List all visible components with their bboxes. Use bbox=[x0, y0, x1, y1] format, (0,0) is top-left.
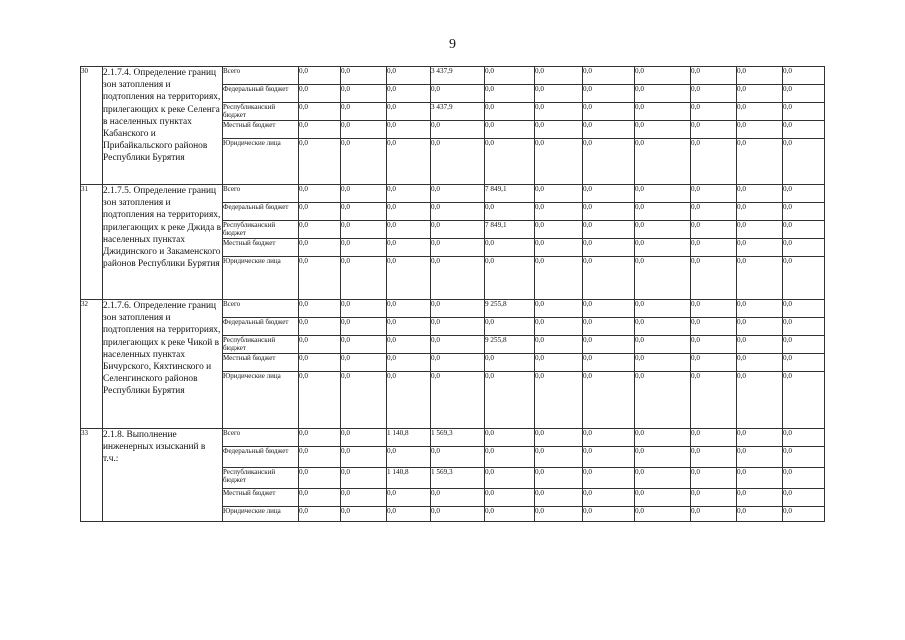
value-cell: 9 255,8 bbox=[485, 300, 535, 318]
value-cell: 0,0 bbox=[691, 203, 737, 221]
budget-table bbox=[80, 66, 825, 522]
value-cell: 0,0 bbox=[387, 221, 431, 239]
value-cell: 0,0 bbox=[535, 139, 583, 185]
value-cell: 0,0 bbox=[635, 239, 691, 257]
funding-source-local: Местный бюджет bbox=[223, 239, 299, 257]
value-cell: 0,0 bbox=[583, 336, 635, 354]
value-cell: 0,0 bbox=[535, 489, 583, 507]
value-cell: 0,0 bbox=[387, 121, 431, 139]
value-cell: 0,0 bbox=[583, 372, 635, 429]
value-cell: 0,0 bbox=[737, 489, 783, 507]
value-cell: 0,0 bbox=[535, 185, 583, 203]
value-cell: 0,0 bbox=[535, 67, 583, 85]
value-cell: 0,0 bbox=[783, 257, 825, 300]
value-cell: 0,0 bbox=[535, 121, 583, 139]
value-cell: 0,0 bbox=[341, 489, 387, 507]
value-cell: 0,0 bbox=[387, 185, 431, 203]
value-cell: 0,0 bbox=[583, 354, 635, 372]
funding-source-total: Всего bbox=[223, 185, 299, 203]
value-cell: 0,0 bbox=[431, 121, 485, 139]
value-cell: 0,0 bbox=[583, 203, 635, 221]
table-row bbox=[81, 300, 825, 318]
value-cell: 0,0 bbox=[583, 447, 635, 468]
value-cell: 0,0 bbox=[431, 85, 485, 103]
value-cell: 0,0 bbox=[341, 468, 387, 489]
measure-title: 2.1.7.5. Определение границ зон затопления и подтопления на территориях, прилегающих к реке Джида в населенных пунктах Джидинского и Закаменского районов Республики Бурятия bbox=[103, 185, 223, 300]
value-cell: 0,0 bbox=[431, 239, 485, 257]
value-cell: 0,0 bbox=[635, 489, 691, 507]
value-cell: 0,0 bbox=[783, 85, 825, 103]
page-number: 9 bbox=[449, 37, 456, 52]
value-cell: 0,0 bbox=[535, 336, 583, 354]
funding-source-local: Местный бюджет bbox=[223, 489, 299, 507]
value-cell: 0,0 bbox=[635, 203, 691, 221]
value-cell: 0,0 bbox=[431, 221, 485, 239]
funding-source-federal: Федеральный бюджет bbox=[223, 447, 299, 468]
value-cell: 1 569,3 bbox=[431, 468, 485, 489]
value-cell: 0,0 bbox=[299, 85, 341, 103]
value-cell: 0,0 bbox=[485, 447, 535, 468]
value-cell: 0,0 bbox=[299, 67, 341, 85]
value-cell: 0,0 bbox=[485, 239, 535, 257]
value-cell: 0,0 bbox=[341, 239, 387, 257]
value-cell: 0,0 bbox=[341, 336, 387, 354]
value-cell: 0,0 bbox=[431, 336, 485, 354]
value-cell: 0,0 bbox=[485, 354, 535, 372]
value-cell: 0,0 bbox=[691, 372, 737, 429]
value-cell: 0,0 bbox=[691, 139, 737, 185]
value-cell: 0,0 bbox=[535, 354, 583, 372]
value-cell: 0,0 bbox=[485, 318, 535, 336]
value-cell: 0,0 bbox=[783, 67, 825, 85]
row-number: 33 bbox=[81, 429, 103, 522]
value-cell: 0,0 bbox=[387, 103, 431, 121]
value-cell: 0,0 bbox=[485, 85, 535, 103]
value-cell: 0,0 bbox=[535, 203, 583, 221]
value-cell: 0,0 bbox=[783, 221, 825, 239]
value-cell: 0,0 bbox=[783, 447, 825, 468]
value-cell: 0,0 bbox=[783, 203, 825, 221]
value-cell: 0,0 bbox=[583, 489, 635, 507]
value-cell: 0,0 bbox=[299, 447, 341, 468]
value-cell: 0,0 bbox=[737, 185, 783, 203]
value-cell: 0,0 bbox=[783, 507, 825, 522]
value-cell: 0,0 bbox=[431, 185, 485, 203]
value-cell: 0,0 bbox=[431, 354, 485, 372]
value-cell: 0,0 bbox=[691, 489, 737, 507]
value-cell: 0,0 bbox=[583, 239, 635, 257]
value-cell: 0,0 bbox=[299, 336, 341, 354]
value-cell: 0,0 bbox=[691, 300, 737, 318]
measure-title: 2.1.7.4. Определение границ зон затопления и подтопления на территориях, прилегающих к реке Селенга в населенных пунктах Кабанского и Прибайкальского районов Республики Бурятия bbox=[103, 67, 223, 185]
value-cell: 1 569,3 bbox=[431, 429, 485, 447]
value-cell: 0,0 bbox=[691, 447, 737, 468]
value-cell: 0,0 bbox=[635, 103, 691, 121]
value-cell: 0,0 bbox=[783, 139, 825, 185]
value-cell: 0,0 bbox=[691, 185, 737, 203]
value-cell: 0,0 bbox=[299, 139, 341, 185]
table-row bbox=[81, 185, 825, 203]
value-cell: 0,0 bbox=[299, 203, 341, 221]
value-cell: 0,0 bbox=[341, 354, 387, 372]
value-cell: 0,0 bbox=[583, 103, 635, 121]
value-cell: 0,0 bbox=[431, 489, 485, 507]
funding-source-total: Всего bbox=[223, 300, 299, 318]
value-cell: 0,0 bbox=[341, 203, 387, 221]
value-cell: 0,0 bbox=[635, 257, 691, 300]
value-cell: 0,0 bbox=[341, 221, 387, 239]
value-cell: 0,0 bbox=[635, 429, 691, 447]
value-cell: 0,0 bbox=[583, 318, 635, 336]
value-cell: 0,0 bbox=[387, 139, 431, 185]
value-cell: 0,0 bbox=[535, 507, 583, 522]
value-cell: 0,0 bbox=[387, 300, 431, 318]
value-cell: 0,0 bbox=[387, 318, 431, 336]
value-cell: 0,0 bbox=[737, 336, 783, 354]
value-cell: 0,0 bbox=[485, 121, 535, 139]
value-cell: 0,0 bbox=[737, 372, 783, 429]
row-number: 31 bbox=[81, 185, 103, 300]
value-cell: 0,0 bbox=[431, 372, 485, 429]
value-cell: 7 849,1 bbox=[485, 185, 535, 203]
value-cell: 0,0 bbox=[299, 318, 341, 336]
value-cell: 0,0 bbox=[341, 139, 387, 185]
value-cell: 0,0 bbox=[783, 354, 825, 372]
value-cell: 0,0 bbox=[635, 354, 691, 372]
value-cell: 0,0 bbox=[431, 257, 485, 300]
value-cell: 0,0 bbox=[341, 103, 387, 121]
value-cell: 0,0 bbox=[535, 318, 583, 336]
value-cell: 0,0 bbox=[485, 67, 535, 85]
value-cell: 0,0 bbox=[783, 121, 825, 139]
value-cell: 0,0 bbox=[341, 185, 387, 203]
funding-source-federal: Федеральный бюджет bbox=[223, 85, 299, 103]
value-cell: 0,0 bbox=[299, 489, 341, 507]
value-cell: 0,0 bbox=[485, 372, 535, 429]
value-cell: 0,0 bbox=[635, 85, 691, 103]
value-cell: 0,0 bbox=[299, 300, 341, 318]
value-cell: 0,0 bbox=[737, 447, 783, 468]
value-cell: 0,0 bbox=[691, 354, 737, 372]
value-cell: 0,0 bbox=[299, 121, 341, 139]
value-cell: 0,0 bbox=[341, 67, 387, 85]
value-cell: 0,0 bbox=[387, 257, 431, 300]
value-cell: 0,0 bbox=[387, 507, 431, 522]
value-cell: 0,0 bbox=[737, 507, 783, 522]
value-cell: 0,0 bbox=[737, 468, 783, 489]
value-cell: 0,0 bbox=[737, 121, 783, 139]
value-cell: 0,0 bbox=[535, 300, 583, 318]
value-cell: 0,0 bbox=[387, 489, 431, 507]
value-cell: 0,0 bbox=[737, 139, 783, 185]
value-cell: 0,0 bbox=[635, 121, 691, 139]
value-cell: 0,0 bbox=[299, 221, 341, 239]
value-cell: 0,0 bbox=[387, 354, 431, 372]
value-cell: 0,0 bbox=[387, 239, 431, 257]
value-cell: 0,0 bbox=[387, 336, 431, 354]
value-cell: 0,0 bbox=[691, 221, 737, 239]
value-cell: 0,0 bbox=[737, 300, 783, 318]
value-cell: 0,0 bbox=[431, 507, 485, 522]
value-cell: 0,0 bbox=[387, 85, 431, 103]
funding-source-local: Местный бюджет bbox=[223, 354, 299, 372]
value-cell: 0,0 bbox=[341, 121, 387, 139]
value-cell: 0,0 bbox=[737, 239, 783, 257]
funding-source-legal: Юридические лица bbox=[223, 139, 299, 185]
value-cell: 0,0 bbox=[535, 468, 583, 489]
value-cell: 0,0 bbox=[299, 185, 341, 203]
value-cell: 0,0 bbox=[583, 300, 635, 318]
value-cell: 0,0 bbox=[783, 239, 825, 257]
value-cell: 0,0 bbox=[535, 85, 583, 103]
value-cell: 0,0 bbox=[783, 468, 825, 489]
value-cell: 0,0 bbox=[299, 468, 341, 489]
value-cell: 0,0 bbox=[691, 67, 737, 85]
value-cell: 0,0 bbox=[431, 139, 485, 185]
value-cell: 0,0 bbox=[485, 489, 535, 507]
value-cell: 0,0 bbox=[341, 300, 387, 318]
value-cell: 1 140,8 bbox=[387, 468, 431, 489]
value-cell: 0,0 bbox=[635, 139, 691, 185]
value-cell: 0,0 bbox=[635, 318, 691, 336]
value-cell: 0,0 bbox=[691, 336, 737, 354]
value-cell: 0,0 bbox=[783, 489, 825, 507]
value-cell: 3 437,9 bbox=[431, 103, 485, 121]
value-cell: 0,0 bbox=[691, 429, 737, 447]
value-cell: 0,0 bbox=[485, 257, 535, 300]
value-cell: 0,0 bbox=[737, 203, 783, 221]
value-cell: 0,0 bbox=[485, 203, 535, 221]
value-cell: 0,0 bbox=[431, 447, 485, 468]
value-cell: 7 849,1 bbox=[485, 221, 535, 239]
value-cell: 9 255,8 bbox=[485, 336, 535, 354]
funding-source-federal: Федеральный бюджет bbox=[223, 203, 299, 221]
value-cell: 0,0 bbox=[737, 103, 783, 121]
value-cell: 0,0 bbox=[691, 257, 737, 300]
value-cell: 0,0 bbox=[783, 300, 825, 318]
value-cell: 0,0 bbox=[635, 507, 691, 522]
value-cell: 0,0 bbox=[485, 468, 535, 489]
value-cell: 0,0 bbox=[783, 103, 825, 121]
value-cell: 0,0 bbox=[783, 185, 825, 203]
value-cell: 0,0 bbox=[635, 67, 691, 85]
value-cell: 0,0 bbox=[341, 257, 387, 300]
measure-title: 2.1.8. Выполнение инженерных изысканий в т.ч.: bbox=[103, 429, 223, 522]
value-cell: 0,0 bbox=[635, 372, 691, 429]
value-cell: 0,0 bbox=[485, 103, 535, 121]
value-cell: 0,0 bbox=[485, 429, 535, 447]
value-cell: 0,0 bbox=[691, 507, 737, 522]
value-cell: 0,0 bbox=[783, 429, 825, 447]
value-cell: 0,0 bbox=[299, 354, 341, 372]
value-cell: 0,0 bbox=[635, 468, 691, 489]
value-cell: 0,0 bbox=[583, 507, 635, 522]
value-cell: 0,0 bbox=[691, 318, 737, 336]
value-cell: 0,0 bbox=[431, 203, 485, 221]
value-cell: 0,0 bbox=[737, 221, 783, 239]
funding-source-legal: Юридические лица bbox=[223, 372, 299, 429]
value-cell: 0,0 bbox=[691, 85, 737, 103]
value-cell: 0,0 bbox=[387, 203, 431, 221]
value-cell: 0,0 bbox=[691, 121, 737, 139]
value-cell: 0,0 bbox=[737, 67, 783, 85]
value-cell: 0,0 bbox=[535, 239, 583, 257]
value-cell: 0,0 bbox=[635, 300, 691, 318]
funding-source-legal: Юридические лица bbox=[223, 257, 299, 300]
value-cell: 0,0 bbox=[783, 336, 825, 354]
value-cell: 0,0 bbox=[691, 239, 737, 257]
funding-source-republic: Республиканский бюджет bbox=[223, 221, 299, 239]
table-row bbox=[81, 67, 825, 85]
value-cell: 0,0 bbox=[583, 468, 635, 489]
value-cell: 0,0 bbox=[635, 447, 691, 468]
value-cell: 0,0 bbox=[535, 447, 583, 468]
value-cell: 0,0 bbox=[691, 103, 737, 121]
value-cell: 0,0 bbox=[691, 468, 737, 489]
value-cell: 0,0 bbox=[341, 372, 387, 429]
value-cell: 0,0 bbox=[387, 372, 431, 429]
funding-source-local: Местный бюджет bbox=[223, 121, 299, 139]
value-cell: 0,0 bbox=[341, 429, 387, 447]
value-cell: 0,0 bbox=[635, 185, 691, 203]
value-cell: 0,0 bbox=[737, 257, 783, 300]
value-cell: 0,0 bbox=[299, 239, 341, 257]
value-cell: 0,0 bbox=[341, 318, 387, 336]
value-cell: 0,0 bbox=[299, 257, 341, 300]
value-cell: 0,0 bbox=[783, 318, 825, 336]
value-cell: 0,0 bbox=[387, 67, 431, 85]
value-cell: 0,0 bbox=[485, 139, 535, 185]
value-cell: 0,0 bbox=[737, 429, 783, 447]
value-cell: 0,0 bbox=[635, 221, 691, 239]
value-cell: 0,0 bbox=[737, 318, 783, 336]
value-cell: 0,0 bbox=[341, 507, 387, 522]
value-cell: 0,0 bbox=[299, 372, 341, 429]
funding-source-total: Всего bbox=[223, 429, 299, 447]
value-cell: 0,0 bbox=[535, 429, 583, 447]
value-cell: 0,0 bbox=[583, 221, 635, 239]
value-cell: 1 140,8 bbox=[387, 429, 431, 447]
value-cell: 0,0 bbox=[783, 372, 825, 429]
value-cell: 0,0 bbox=[583, 257, 635, 300]
value-cell: 0,0 bbox=[583, 429, 635, 447]
value-cell: 0,0 bbox=[583, 85, 635, 103]
value-cell: 0,0 bbox=[535, 372, 583, 429]
value-cell: 0,0 bbox=[583, 185, 635, 203]
measure-title: 2.1.7.6. Определение границ зон затопления и подтопления на территориях, прилегающих к реке Чикой в населенных пунктах Бичурского, Кяхтинского и Селенгинского районов Республики Бурятия bbox=[103, 300, 223, 429]
value-cell: 0,0 bbox=[299, 429, 341, 447]
value-cell: 0,0 bbox=[535, 221, 583, 239]
value-cell: 3 437,9 bbox=[431, 67, 485, 85]
value-cell: 0,0 bbox=[737, 354, 783, 372]
value-cell: 0,0 bbox=[299, 507, 341, 522]
value-cell: 0,0 bbox=[535, 103, 583, 121]
funding-source-republic: Республиканский бюджет bbox=[223, 336, 299, 354]
value-cell: 0,0 bbox=[341, 447, 387, 468]
value-cell: 0,0 bbox=[431, 318, 485, 336]
value-cell: 0,0 bbox=[583, 67, 635, 85]
table-row bbox=[81, 429, 825, 447]
funding-source-total: Всего bbox=[223, 67, 299, 85]
value-cell: 0,0 bbox=[485, 507, 535, 522]
value-cell: 0,0 bbox=[341, 85, 387, 103]
value-cell: 0,0 bbox=[737, 85, 783, 103]
value-cell: 0,0 bbox=[299, 103, 341, 121]
funding-source-federal: Федеральный бюджет bbox=[223, 318, 299, 336]
value-cell: 0,0 bbox=[583, 121, 635, 139]
row-number: 32 bbox=[81, 300, 103, 429]
value-cell: 0,0 bbox=[535, 257, 583, 300]
value-cell: 0,0 bbox=[635, 336, 691, 354]
funding-source-legal: Юридические лица bbox=[223, 507, 299, 522]
funding-source-republic: Республиканский бюджет bbox=[223, 103, 299, 121]
row-number: 30 bbox=[81, 67, 103, 185]
value-cell: 0,0 bbox=[431, 300, 485, 318]
value-cell: 0,0 bbox=[387, 447, 431, 468]
value-cell: 0,0 bbox=[583, 139, 635, 185]
funding-source-republic: Республиканский бюджет bbox=[223, 468, 299, 489]
